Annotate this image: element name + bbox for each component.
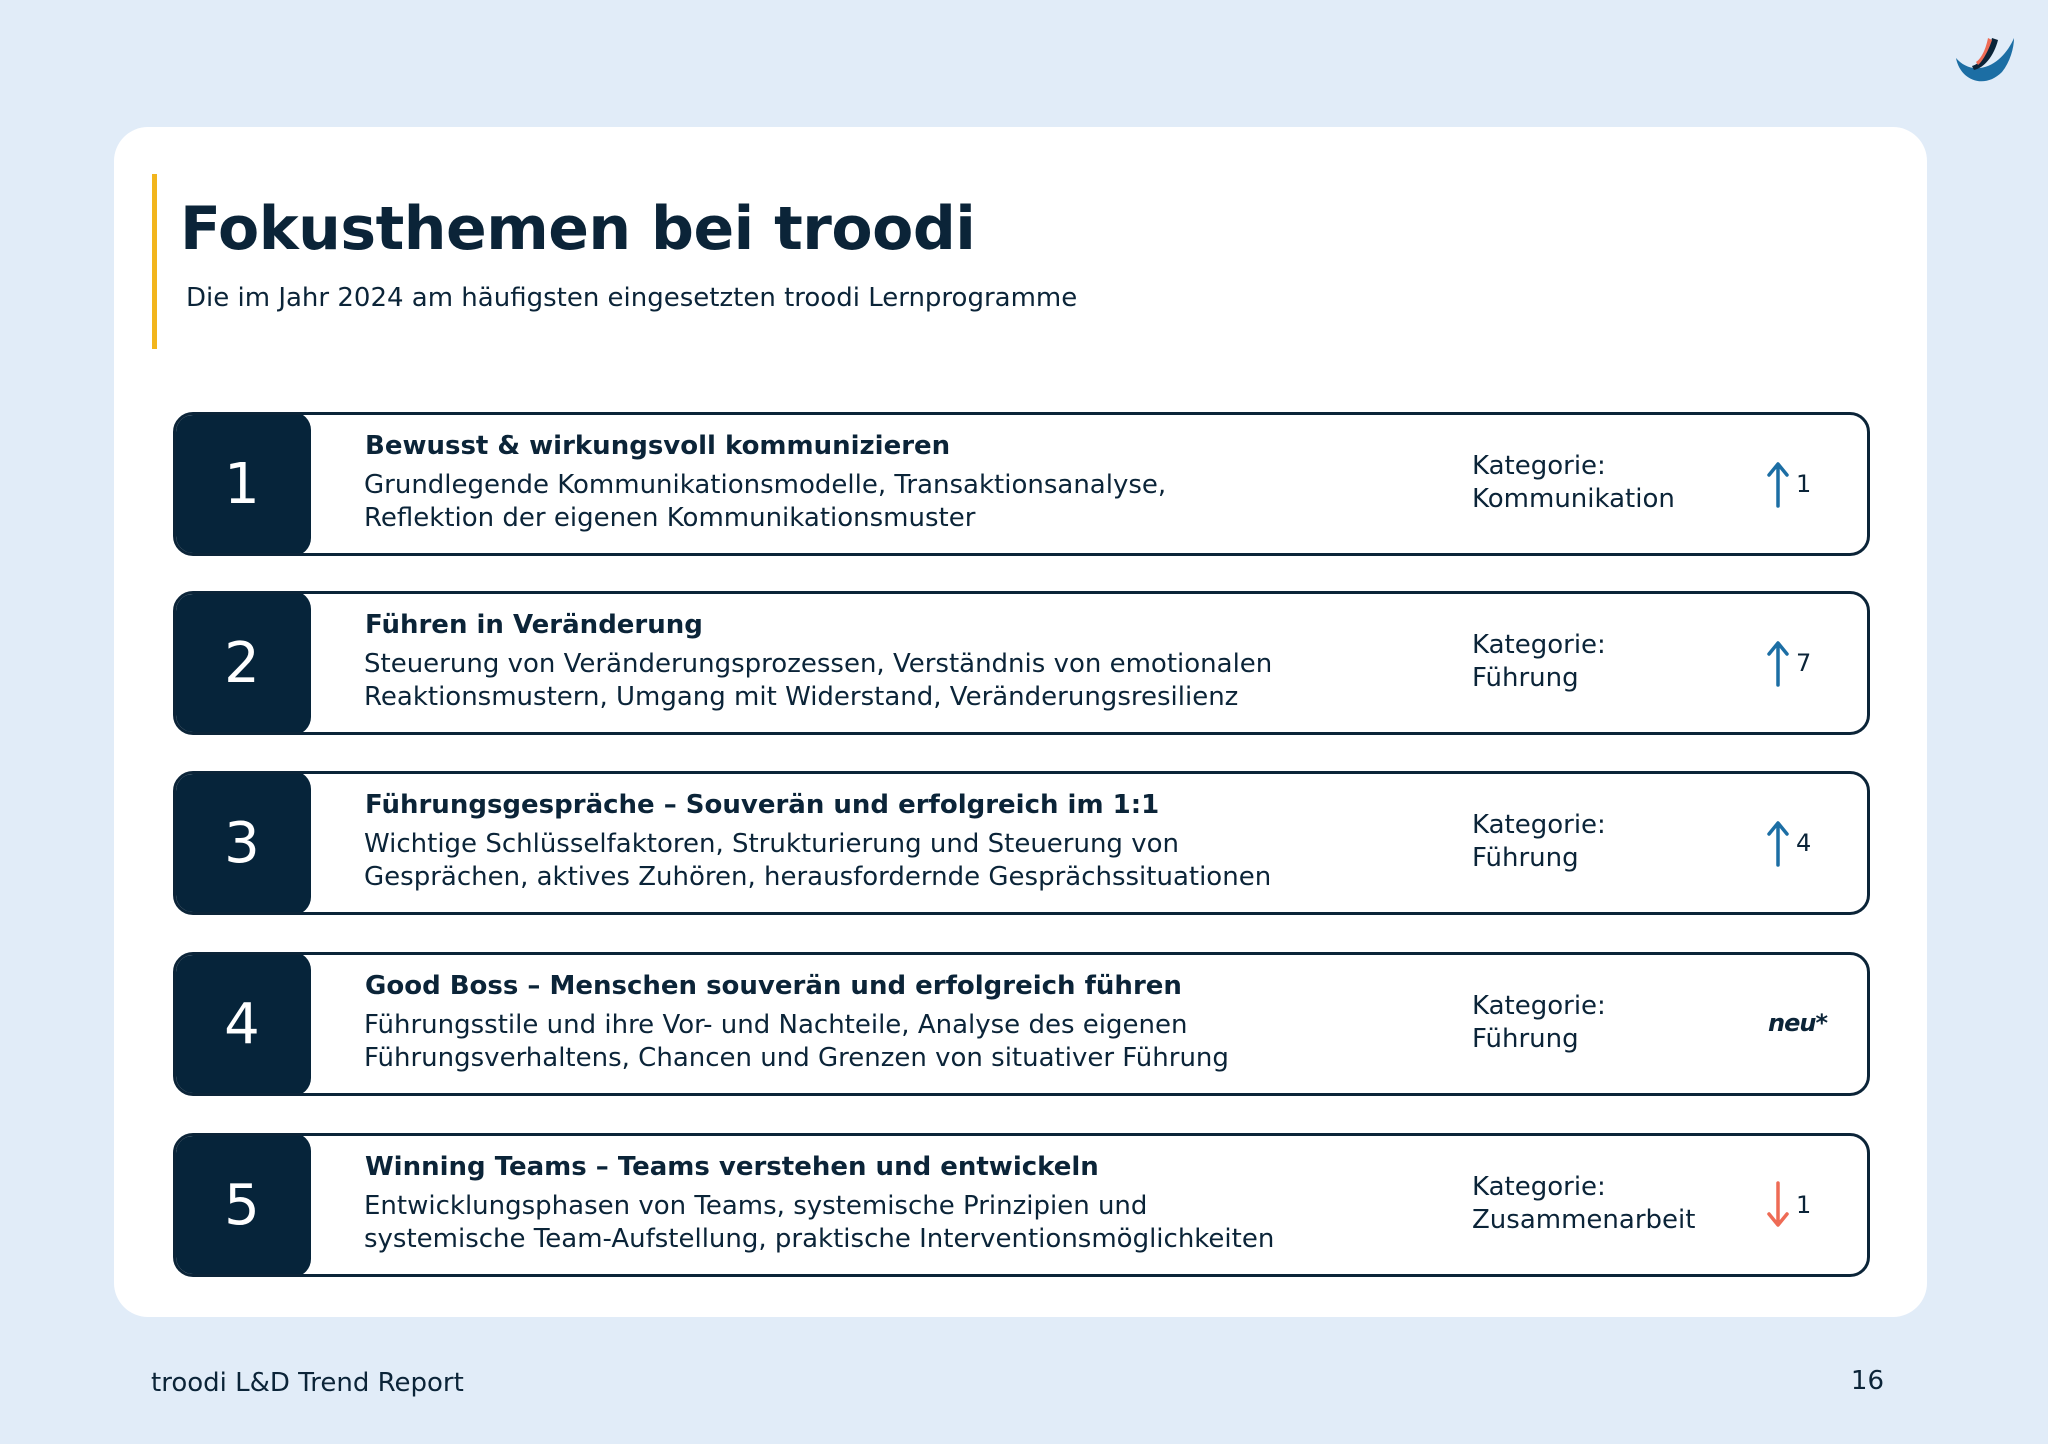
category-value: Führung (1472, 1024, 1579, 1054)
rank-number: 1 (173, 412, 311, 556)
category-label: Kategorie: (1472, 630, 1606, 660)
item-title: Bewusst & wirkungsvoll kommunizieren (365, 431, 951, 461)
item-category (1472, 809, 1772, 875)
item-description-line: Wichtige Schlüsselfaktoren, Strukturierung und Steuerung von (364, 829, 1179, 859)
item-category (1472, 990, 1772, 1056)
arrow-up-icon (1766, 639, 1790, 687)
rank-number: 5 (173, 1133, 311, 1277)
list-item (173, 1133, 1870, 1277)
page-subtitle: Die im Jahr 2024 am häufigsten eingesetzten troodi Lernprogramme (186, 283, 1078, 313)
trend-value: 4 (1796, 829, 1812, 857)
item-description-line: Steuerung von Veränderungsprozessen, Verständnis von emotionalen (364, 649, 1273, 679)
rank-number: 4 (173, 952, 311, 1096)
item-description (364, 469, 1344, 535)
item-description (364, 1009, 1344, 1075)
category-label: Kategorie: (1472, 451, 1606, 481)
item-description-line: Entwicklungsphasen von Teams, systemische Prinzipien und (364, 1191, 1148, 1221)
arrow-down-icon (1766, 1181, 1790, 1229)
trend-value: 1 (1796, 1191, 1812, 1219)
trend-indicator (1766, 594, 1811, 732)
item-category (1472, 629, 1772, 695)
list-item (173, 952, 1870, 1096)
item-category (1472, 1171, 1772, 1237)
page-number: 16 (1850, 1366, 1884, 1396)
category-label: Kategorie: (1472, 1172, 1606, 1202)
troodi-logo-icon (1950, 28, 2020, 98)
item-title: Good Boss – Menschen souverän und erfolgreich führen (365, 971, 1182, 1001)
item-description (364, 1190, 1344, 1256)
trend-indicator (1766, 415, 1811, 553)
list-item (173, 412, 1870, 556)
item-description-line: Führungsstile und ihre Vor- und Nachteile, Analyse des eigenen (364, 1010, 1188, 1040)
list-item (173, 771, 1870, 915)
title-accent-bar (152, 174, 157, 349)
item-title: Winning Teams – Teams verstehen und entwickeln (365, 1152, 1099, 1182)
arrow-up-icon (1766, 819, 1790, 867)
item-description-line: systemische Team-Aufstellung, praktische Interventionsmöglichkeiten (364, 1224, 1275, 1254)
trend-value: 1 (1796, 470, 1812, 498)
trend-indicator (1766, 1136, 1811, 1274)
category-value: Führung (1472, 843, 1579, 873)
page-title: Fokusthemen bei troodi (180, 194, 976, 264)
list-item (173, 591, 1870, 735)
category-label: Kategorie: (1472, 991, 1606, 1021)
rank-number: 3 (173, 771, 311, 915)
item-description-line: Gesprächen, aktives Zuhören, herausfordernde Gesprächssituationen (364, 862, 1272, 892)
rank-number: 2 (173, 591, 311, 735)
category-value: Führung (1472, 663, 1579, 693)
category-value: Kommunikation (1472, 484, 1675, 514)
trend-value: 7 (1796, 649, 1812, 677)
category-label: Kategorie: (1472, 810, 1606, 840)
item-title: Führungsgespräche – Souverän und erfolgreich im 1:1 (365, 790, 1160, 820)
item-category (1472, 450, 1772, 516)
item-description-line: Reaktionsmustern, Umgang mit Widerstand, Veränderungsresilienz (364, 682, 1239, 712)
new-badge: neu* (1768, 1009, 1827, 1037)
item-description (364, 828, 1344, 894)
arrow-up-icon (1766, 460, 1790, 508)
category-value: Zusammenarbeit (1472, 1205, 1696, 1235)
item-title: Führen in Veränderung (365, 610, 703, 640)
item-description-line: Grundlegende Kommunikationsmodelle, Transaktionsanalyse, (364, 470, 1167, 500)
item-description (364, 648, 1344, 714)
item-description-line: Führungsverhaltens, Chancen und Grenzen von situativer Führung (364, 1043, 1229, 1073)
item-description-line: Reflektion der eigenen Kommunikationsmuster (364, 503, 976, 533)
trend-indicator (1766, 774, 1811, 912)
footer-report-title: troodi L&D Trend Report (151, 1368, 464, 1398)
